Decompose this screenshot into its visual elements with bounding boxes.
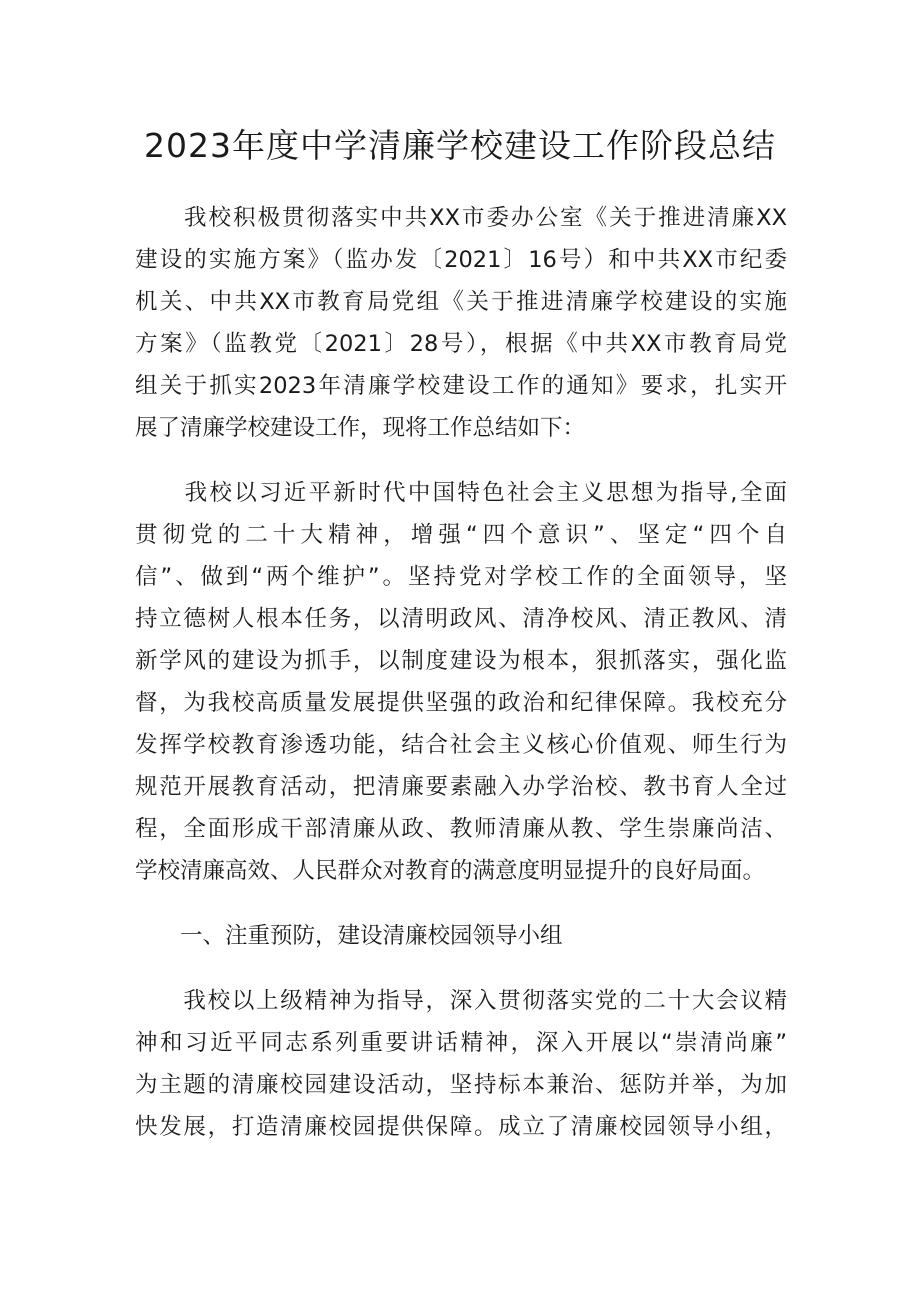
section-heading-1: 一、注重预防，建设清廉校园领导小组 (135, 923, 563, 949)
paragraph-2-line-8: 规范开展教育活动，把清廉要素融入办学治校、教书育人全过 (135, 774, 787, 800)
paragraph-3-line-2: 神和习近平同志系列重要讲话精神，深入开展以“崇清尚廉” (135, 1030, 787, 1056)
paragraph-2-line-3: 信”、做到“两个维护”。坚持党对学校工作的全面领导，坚 (135, 564, 787, 590)
paragraph-2-line-6: 督，为我校高质量发展提供坚强的政治和纪律保障。我校充分 (135, 690, 787, 716)
paragraph-1-line-6: 展了清廉学校建设工作，现将工作总结如下： (135, 415, 586, 441)
paragraph-3-line-3: 为主题的清廉校园建设活动，坚持标本兼治、惩防并举，为加 (135, 1072, 787, 1098)
paragraph-2-line-2: 贯彻党的二十大精神，增强“四个意识”、坚定“四个自 (135, 522, 787, 548)
document-title: 2023年度中学清廉学校建设工作阶段总结 (144, 126, 776, 165)
paragraph-3-line-1: 我校以上级精神为指导，深入贯彻落实党的二十大会议精 (135, 988, 787, 1014)
paragraph-1-line-4: 方案》（监教党〔2021〕28号），根据《中共XX市教育局党 (135, 331, 787, 357)
paragraph-2-line-9: 程，全面形成干部清廉从政、教师清廉从教、学生崇廉尚洁、 (135, 816, 787, 842)
paragraph-1-line-3: 机关、中共XX市教育局党组《关于推进清廉学校建设的实施 (135, 289, 787, 315)
paragraph-2-line-7: 发挥学校教育渗透功能，结合社会主义核心价值观、师生行为 (135, 732, 787, 758)
paragraph-1-line-5: 组关于抓实2023年清廉学校建设工作的通知》要求，扎实开 (135, 373, 787, 399)
paragraph-2-line-5: 新学风的建设为抓手，以制度建设为根本，狠抓落实，强化监 (135, 648, 787, 674)
paragraph-3-line-4: 快发展，打造清廉校园提供保障。成立了清廉校园领导小组， (135, 1114, 787, 1140)
paragraph-1-line-1: 我校积极贯彻落实中共XX市委办公室《关于推进清廉XX (135, 205, 787, 231)
paragraph-2-line-1: 我校以习近平新时代中国特色社会主义思想为指导,全面 (135, 480, 787, 506)
paragraph-2-line-10: 学校清廉高效、人民群众对教育的满意度明显提升的良好局面。 (135, 858, 766, 884)
paragraph-1-line-2: 建设的实施方案》（监办发〔2021〕16号）和中共XX市纪委 (135, 247, 787, 273)
paragraph-2-line-4: 持立德树人根本任务，以清明政风、清净校风、清正教风、清 (135, 606, 787, 632)
